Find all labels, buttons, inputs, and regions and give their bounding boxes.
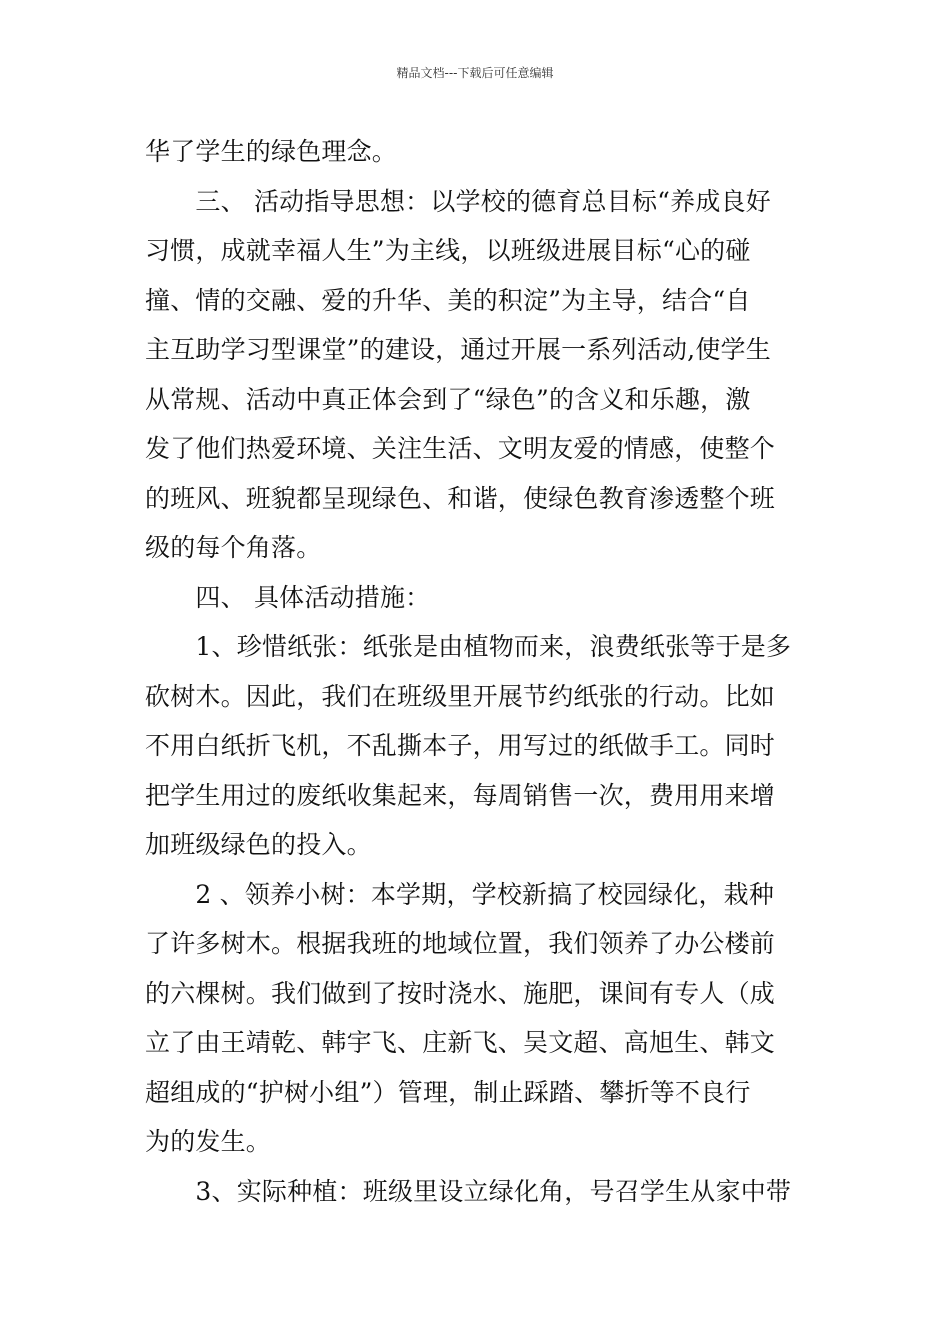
text-line: 的六棵树。我们做到了按时浇水、施肥，课间有专人（成 — [145, 978, 776, 1008]
text-line: 1、珍惜纸张：纸张是由植物而来，浪费纸张等于是多 — [145, 632, 792, 661]
text-line: 从常规、活动中真正体会到了“绿色”的含义和乐趣，激 — [145, 384, 751, 414]
text-line: 主互助学习型课堂”的建设，通过开展一系列活动,使学生 — [145, 335, 771, 364]
text-line: 发了他们热爱环境、关注生活、文明友爱的情感，使整个 — [145, 434, 776, 463]
page-header: 精品文档---下载后可任意编辑 — [396, 66, 554, 80]
text-line: 超组成的“护树小组”）管理，制止踩踏、攀折等不良行 — [145, 1077, 751, 1107]
text-line: 的班风、班貌都呈现绿色、和谐，使绿色教育渗透整个班 — [145, 483, 776, 513]
text-line: 为的发生。 — [145, 1127, 272, 1156]
text-line: 3、实际种植：班级里设立绿化角，号召学生从家中带 — [145, 1176, 792, 1206]
text-line: 把学生用过的废纸收集起来，每周销售一次，费用用来增 — [145, 780, 776, 810]
text-line: 华了学生的绿色理念。 — [145, 137, 398, 166]
text-line: 级的每个角落。 — [145, 533, 322, 562]
text-line: 2 、领养小树：本学期，学校新搞了校园绿化，栽种 — [145, 879, 775, 909]
document-body — [145, 127, 810, 1216]
text-line: 三、 活动指导思想：以学校的德育总目标“养成良好 — [145, 186, 771, 216]
text-line: 加班级绿色的投入。 — [145, 830, 372, 859]
text-line: 立了由王靖乾、韩宇飞、庄新飞、吴文超、高旭生、韩文 — [145, 1028, 776, 1057]
text-line: 了许多树木。根据我班的地域位置，我们领养了办公楼前 — [145, 929, 776, 958]
text-line: 习惯，成就幸福人生”为主线，以班级进展目标“心的碰 — [145, 236, 751, 265]
text-line: 撞、情的交融、爱的升华、美的积淀”为主导，结合“自 — [145, 285, 751, 315]
text-line: 砍树木。因此，我们在班级里开展节约纸张的行动。比如 — [145, 681, 776, 711]
text-line: 四、 具体活动措施： — [145, 582, 431, 612]
text-line: 不用白纸折飞机，不乱撕本子，用写过的纸做手工。同时 — [145, 731, 776, 760]
